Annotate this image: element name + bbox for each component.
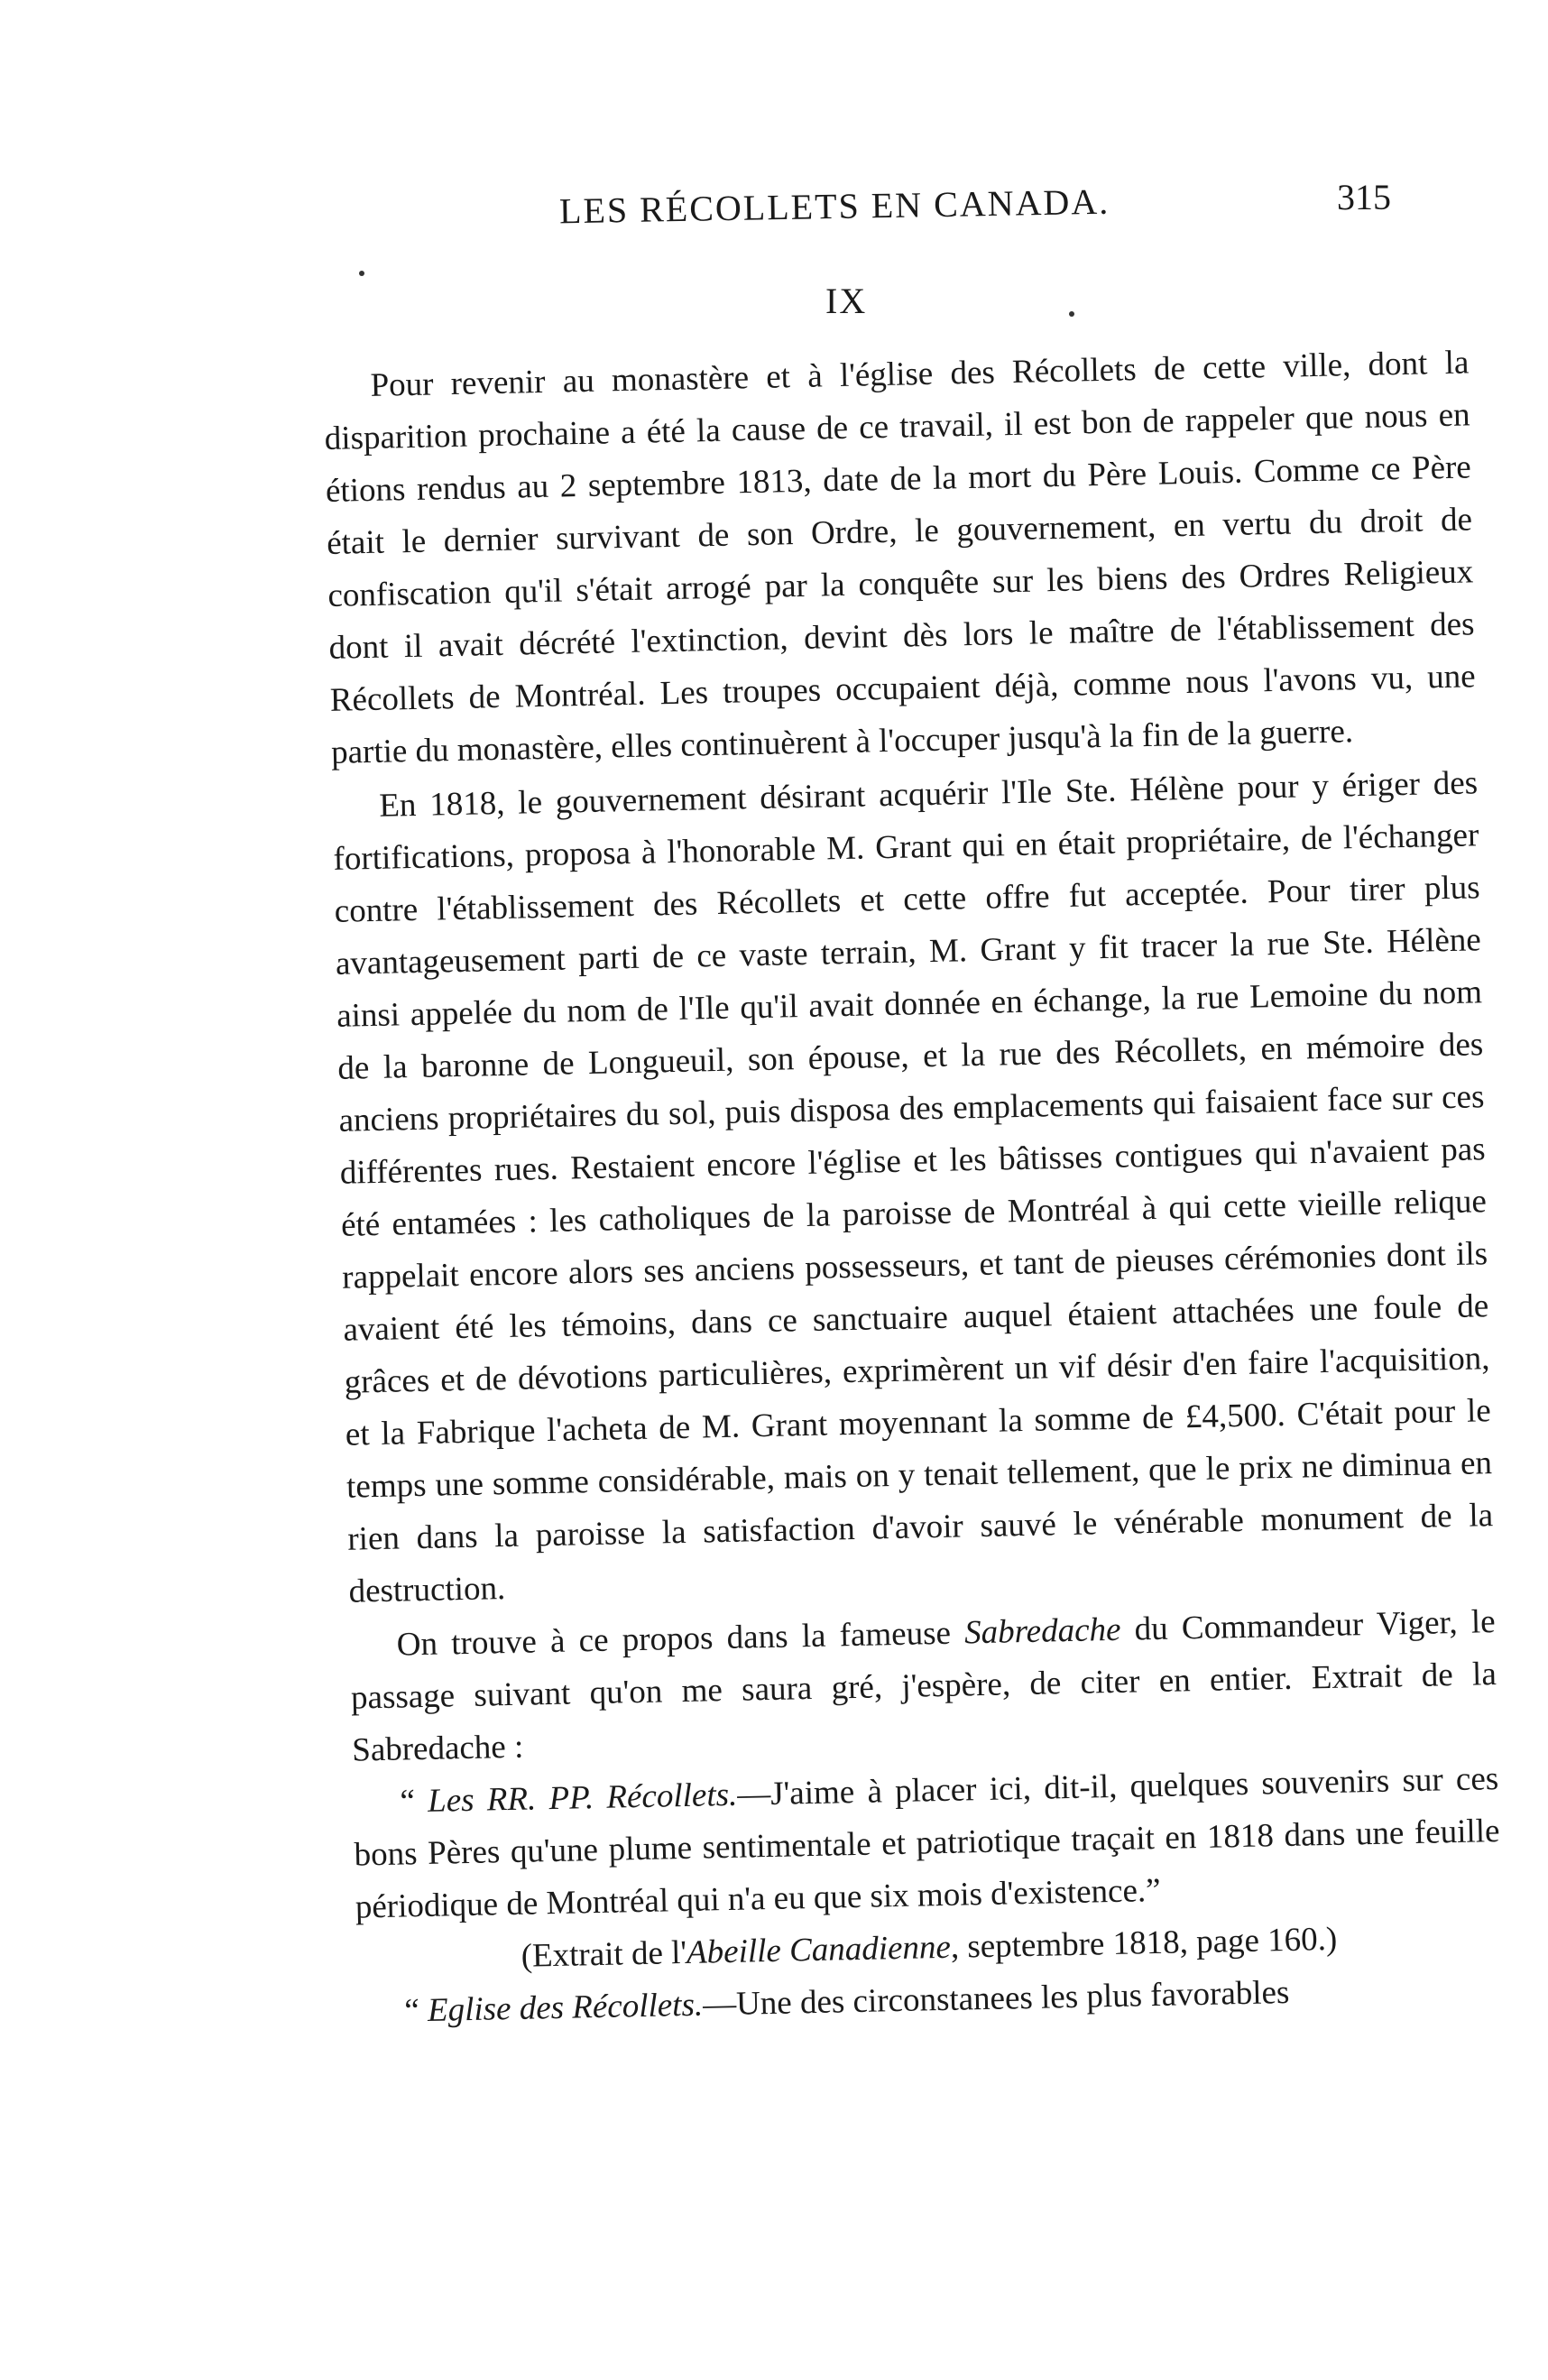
paragraph-1: Pour revenir au monastère et à l'église des Récollets de cette ville, dont la disparition prochaine a été la cause de ce travail, il est bon de rappeler que nous en étions rendus au 2 septembre 1813, date de la mort du Père Louis. Comme ce Père était le dernier survivant de son Ordre, le gouvernement, en vertu du droit de confiscation qu'il s'était arrogé par la conquête sur les biens des Ordres Religieux dont il avait décrété l'extinction, devint dès lors le maître de l'établissement des Récollets de Montréal. Les troupes occupaient déjà, comme nous l'avons vu, une partie du monastère, elles continuèrent à l'occuper jusqu'à la fin de la guerre. xyxy=(324,344,1477,771)
quote-mark: “ xyxy=(403,1991,428,2030)
paragraph-3-text-end: du Commandeur Viger, le passage suivant qu'on me saura gré, j'espère, de citer en entier. Extrait de la Sabredache : xyxy=(350,1603,1497,1769)
quote-mark: “ xyxy=(400,1782,428,1821)
running-title: LES RÉCOLLETS EN CANADA. xyxy=(558,180,1110,232)
body-text xyxy=(323,337,1504,2038)
quotation-1 xyxy=(353,1753,1501,1934)
citation-text: (Extrait de l' xyxy=(521,1933,687,1975)
stray-mark xyxy=(1069,311,1074,317)
citation-text-end: , septembre 1818, page 160.) xyxy=(950,1920,1338,1966)
quotation-1-text: —J'aime à placer ici, dit-il, quelques souvenirs sur ces bons Pères qu'une plume sentimentale et patriotique traçait en 1818 dans une feuille périodique de Montréal qui n'a eu que six mois d'existence.” xyxy=(354,1760,1500,1926)
quotation-2-text: —Une des circonstanees les plus favorables xyxy=(702,1973,1290,2024)
quotation-2-heading: Eglise des Récollets. xyxy=(427,1986,704,2029)
citation-source: Abeille Canadienne xyxy=(686,1928,952,1971)
paragraph-3-text: On trouve à ce propos dans la fameuse xyxy=(396,1614,965,1664)
paragraph-2: En 1818, le gouvernement désirant acquérir l'Ile Ste. Hélène pour y ériger des fortifications, proposa à l'honorable M. Grant qui en était propriétaire, de l'échanger contre l'établissement des Récollets et cette offre fut acceptée. Pour tirer plus avantageusement parti de ce vaste terrain, M. Grant y fit tracer la rue Ste. Hélène ainsi appelée du nom de l'Ile qu'il avait donnée en échange, la rue Lemoine du nom de la baronne de Longueuil, son épouse, et la rue des Récollets, en mémoire des anciens propriétaires du sol, puis disposa des emplacements qui faisaient face sur ces différentes rues. Restaient encore l'église et les bâtisses contigues qui n'avaient pas été entamées : les catholiques de la paroisse de Montréal à qui cette vieille relique rappelait encore alors ses anciens possesseurs, et tant de pieuses cérémonies dont ils avaient été les témoins, dans ce sanctuaire auquel étaient attachées une foule de grâces et de dévotions particulières, exprimèrent un vif désir d'en faire l'acquisition, et la Fabrique l'acheta de M. Grant moyennant la somme de £4,500. C'était pour le temps une somme considérable, mais on y tenait tellement, que le prix ne diminua en rien dans la paroisse la satisfaction d'avoir sauvé le vénérable monument de la destruction. xyxy=(333,764,1494,1610)
quotation-1-heading: Les RR. PP. Récollets. xyxy=(427,1776,738,1820)
paragraph-3 xyxy=(349,1596,1497,1777)
page-number: 315 xyxy=(1337,177,1391,217)
section-numeral: IX xyxy=(825,281,868,321)
stray-mark xyxy=(359,271,364,276)
paragraph-3-title: Sabredache xyxy=(963,1610,1121,1652)
